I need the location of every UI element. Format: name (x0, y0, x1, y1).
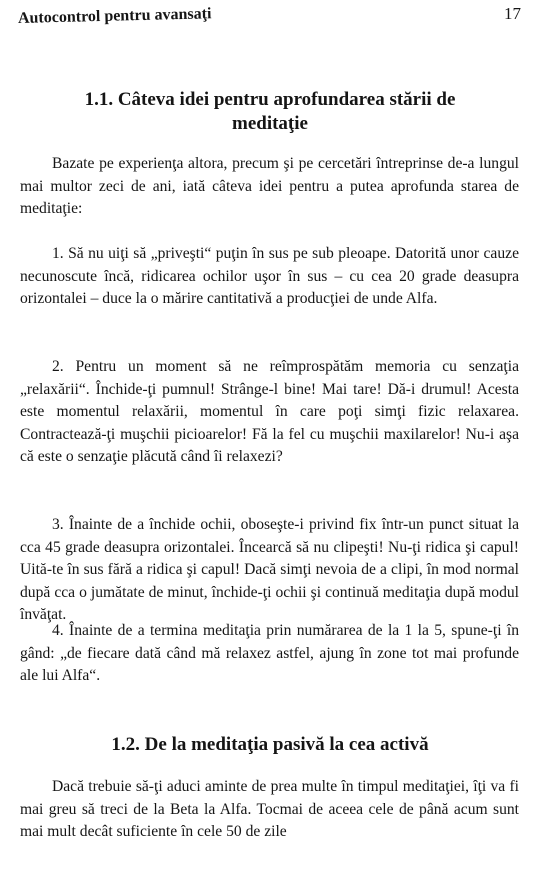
list-item-4: 4. Înainte de a termina meditaţia prin numărarea de la 1 la 5, spune-ţi în gând: „de fiecare dată când mă relaxez astfel, ajung în zone tot mai profunde ale lui Alfa“. (20, 622, 519, 685)
page-number: 17 (504, 4, 521, 23)
section-title-1-1-line2: meditaţie (232, 113, 308, 134)
running-head: Autocontrol pentru avansaţi (17, 5, 212, 27)
section-title-1-1-line1: 1.1. Câteva idei pentru aprofundarea stării de (84, 89, 456, 110)
final-paragraph: Dacă trebuie să-ţi aduci aminte de prea multe în timpul meditaţiei, îţi va fi mai greu să treci de la Beta la Alfa. Tocmai de aceea cele de până acum sunt mai mult decât suficiente în cele 50 de zile (20, 778, 519, 841)
list-item-1: 1. Să nu uiţi să „priveşti“ puţin în sus pe sub pleoape. Datorită unor cauze necunoscute încă, ridicarea ochilor uşor în sus – cu cea 20 grade deasupra orizontalei – duce la o mărire cantitativă a producţiei de unde Alfa. (20, 245, 519, 308)
list-item-3: 3. Înainte de a închide ochii, oboseşte-i privind fix într-un punct situat la cca 45 grade deasupra orizontalei. Încearcă să nu clipeşti! Nu-ţi ridica şi capul! Uită-te în sus fără a ridica şi capul! Dacă simţi nevoia de a clipi, în mod normal după cca o jumătate de minut, închide-ţi ochii şi continuă meditaţia după modul învăţat. (20, 516, 519, 624)
section-title-1-1 (30, 88, 510, 136)
section-title-1-2: 1.2. De la meditaţia pasivă la cea activă (111, 734, 429, 755)
intro-paragraph: Bazate pe experienţa altora, precum şi pe cercetări întreprinse de-a lungul mai multor zeci de ani, iată câteva idei pentru a putea aprofunda starea de meditaţie: (20, 155, 519, 218)
list-item-2: 2. Pentru un moment să ne reîmprospătăm memoria cu senzaţia „relaxării“. Închide-ţi pumnul! Strânge-l bine! Mai tare! Dă-i drumul! Acesta este momentul relaxării, momentul în care poţi simţi fizic relaxarea. Contractează-ţi muşchii picioarelor! Fă la fel cu muşchii maxilarelor! Nu-i aşa că este o senzaţie plăcută când îi relaxezi? (20, 358, 519, 466)
